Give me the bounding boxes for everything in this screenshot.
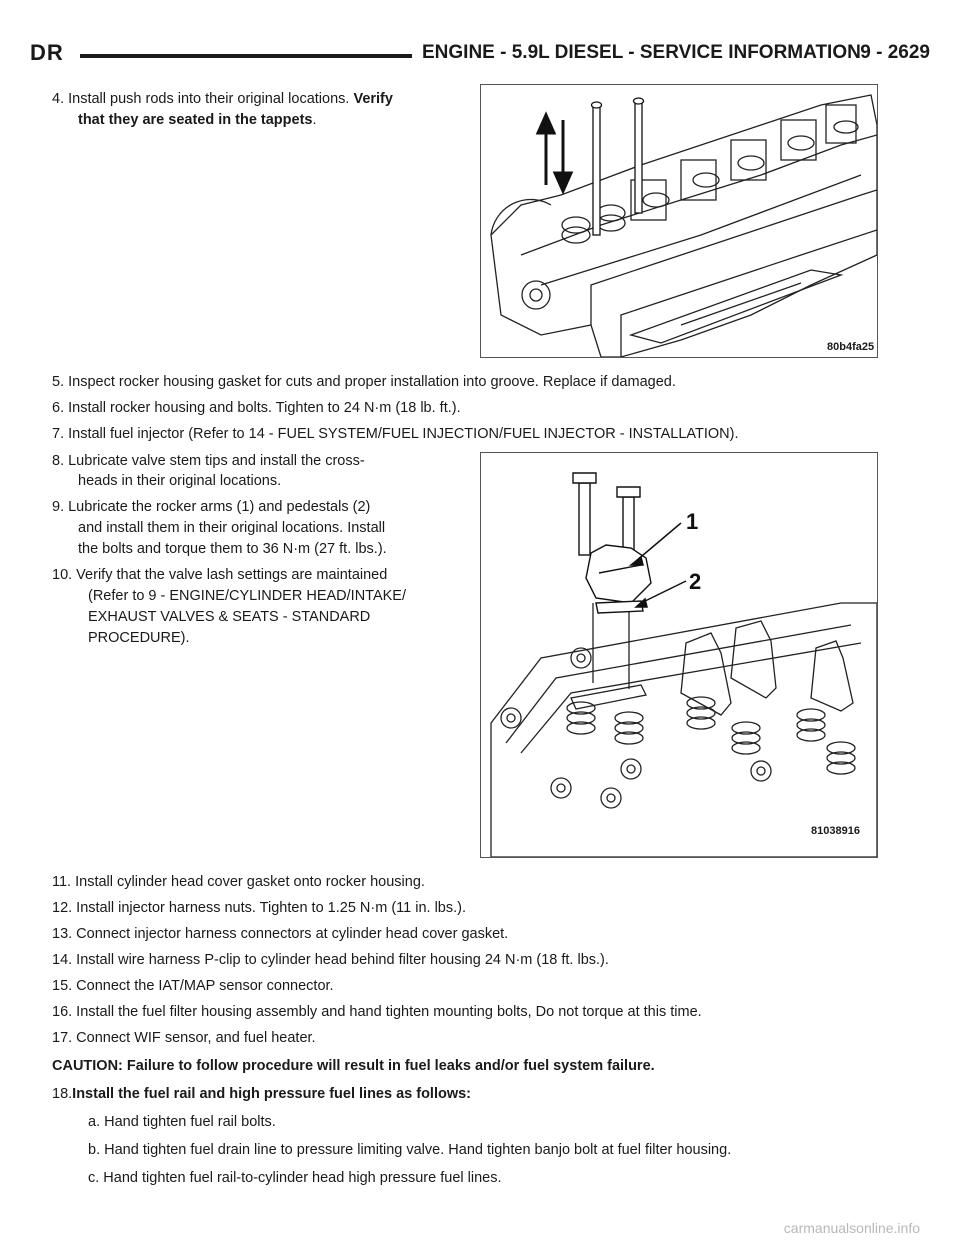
footer-watermark: carmanualsonline.info bbox=[783, 1220, 920, 1236]
figure-2-caption: 81038916 bbox=[811, 825, 860, 837]
step-4-bold-a: Verify bbox=[353, 91, 393, 107]
step-10-line-1: 10. Verify that the valve lash settings are maintained bbox=[52, 567, 388, 583]
step-5: 5. Inspect rocker housing gasket for cuts and proper installation into groove. Replace if damaged. bbox=[52, 374, 676, 390]
step-18-num: 18. bbox=[52, 1086, 73, 1102]
figure-2-callout-2: 2 bbox=[689, 569, 702, 594]
step-8-line-1: 8. Lubricate valve stem tips and install the cross- bbox=[52, 453, 365, 469]
step-8-line-2: heads in their original locations. bbox=[78, 473, 282, 489]
step-18 bbox=[52, 1084, 902, 1105]
figure-2-callout-1: 1 bbox=[686, 509, 699, 534]
pushrod-illustration bbox=[481, 85, 877, 357]
step-18b: b. Hand tighten fuel drain line to pressure limiting valve. Hand tighten banjo bolt at fuel filter housing. bbox=[88, 1142, 732, 1158]
step-12: 12. Install injector harness nuts. Tighten to 1.25 N·m (11 in. lbs.). bbox=[52, 900, 466, 916]
figure-pushrods bbox=[480, 84, 878, 358]
step-15: 15. Connect the IAT/MAP sensor connector. bbox=[52, 978, 334, 994]
header-section-code: DR bbox=[30, 40, 64, 65]
step-10-line-4: PROCEDURE). bbox=[88, 630, 190, 646]
step-16: 16. Install the fuel filter housing assembly and hand tighten mounting bolts, Do not torque at this time. bbox=[52, 1004, 702, 1020]
step-14: 14. Install wire harness P-clip to cylinder head behind filter housing 24 N·m (18 ft. lbs.). bbox=[52, 952, 609, 968]
step-10-line-3: EXHAUST VALVES & SEATS - STANDARD bbox=[88, 609, 371, 625]
step-9-line-2: and install them in their original locations. Install bbox=[78, 520, 386, 536]
step-18a: a. Hand tighten fuel rail bolts. bbox=[88, 1114, 276, 1130]
step-11: 11. Install cylinder head cover gasket onto rocker housing. bbox=[52, 874, 425, 890]
header-page-number: 9 - 2629 bbox=[860, 42, 930, 63]
figure-1-caption: 80b4fa25 bbox=[827, 341, 875, 353]
header-title: ENGINE - 5.9L DIESEL - SERVICE INFORMATION bbox=[422, 42, 861, 63]
step-18c: c. Hand tighten fuel rail-to-cylinder head high pressure fuel lines. bbox=[88, 1170, 502, 1186]
step-9-line-1: 9. Lubricate the rocker arms (1) and pedestals (2) bbox=[52, 499, 371, 515]
page-header bbox=[30, 40, 930, 74]
step-4-bold-b: that they are seated in the tappets bbox=[78, 112, 313, 128]
caution-text: CAUTION: Failure to follow procedure will result in fuel leaks and/or fuel system failure. bbox=[52, 1058, 655, 1074]
step-7: 7. Install fuel injector (Refer to 14 - FUEL SYSTEM/FUEL INJECTION/FUEL INJECTOR - INSTALLATION). bbox=[52, 426, 739, 442]
rocker-arm-illustration bbox=[481, 453, 877, 857]
step-10-line-2: (Refer to 9 - ENGINE/CYLINDER HEAD/INTAKE/ bbox=[88, 588, 406, 604]
caution-note bbox=[52, 1056, 902, 1077]
step-4-text: 4. Install push rods into their original locations. bbox=[52, 91, 354, 107]
step-17: 17. Connect WIF sensor, and fuel heater. bbox=[52, 1030, 316, 1046]
step-4-cont bbox=[78, 110, 452, 131]
header-rule bbox=[80, 54, 412, 58]
step-4-end: . bbox=[312, 112, 317, 128]
step-6: 6. Install rocker housing and bolts. Tighten to 24 N·m (18 lb. ft.). bbox=[52, 400, 461, 416]
step-4 bbox=[52, 89, 452, 110]
step-13: 13. Connect injector harness connectors at cylinder head cover gasket. bbox=[52, 926, 509, 942]
step-18-heading: Install the fuel rail and high pressure fuel lines as follows: bbox=[72, 1086, 472, 1102]
figure-rocker-arms bbox=[480, 452, 878, 858]
step-9-line-3: the bolts and torque them to 36 N·m (27 ft. lbs.). bbox=[78, 541, 387, 557]
